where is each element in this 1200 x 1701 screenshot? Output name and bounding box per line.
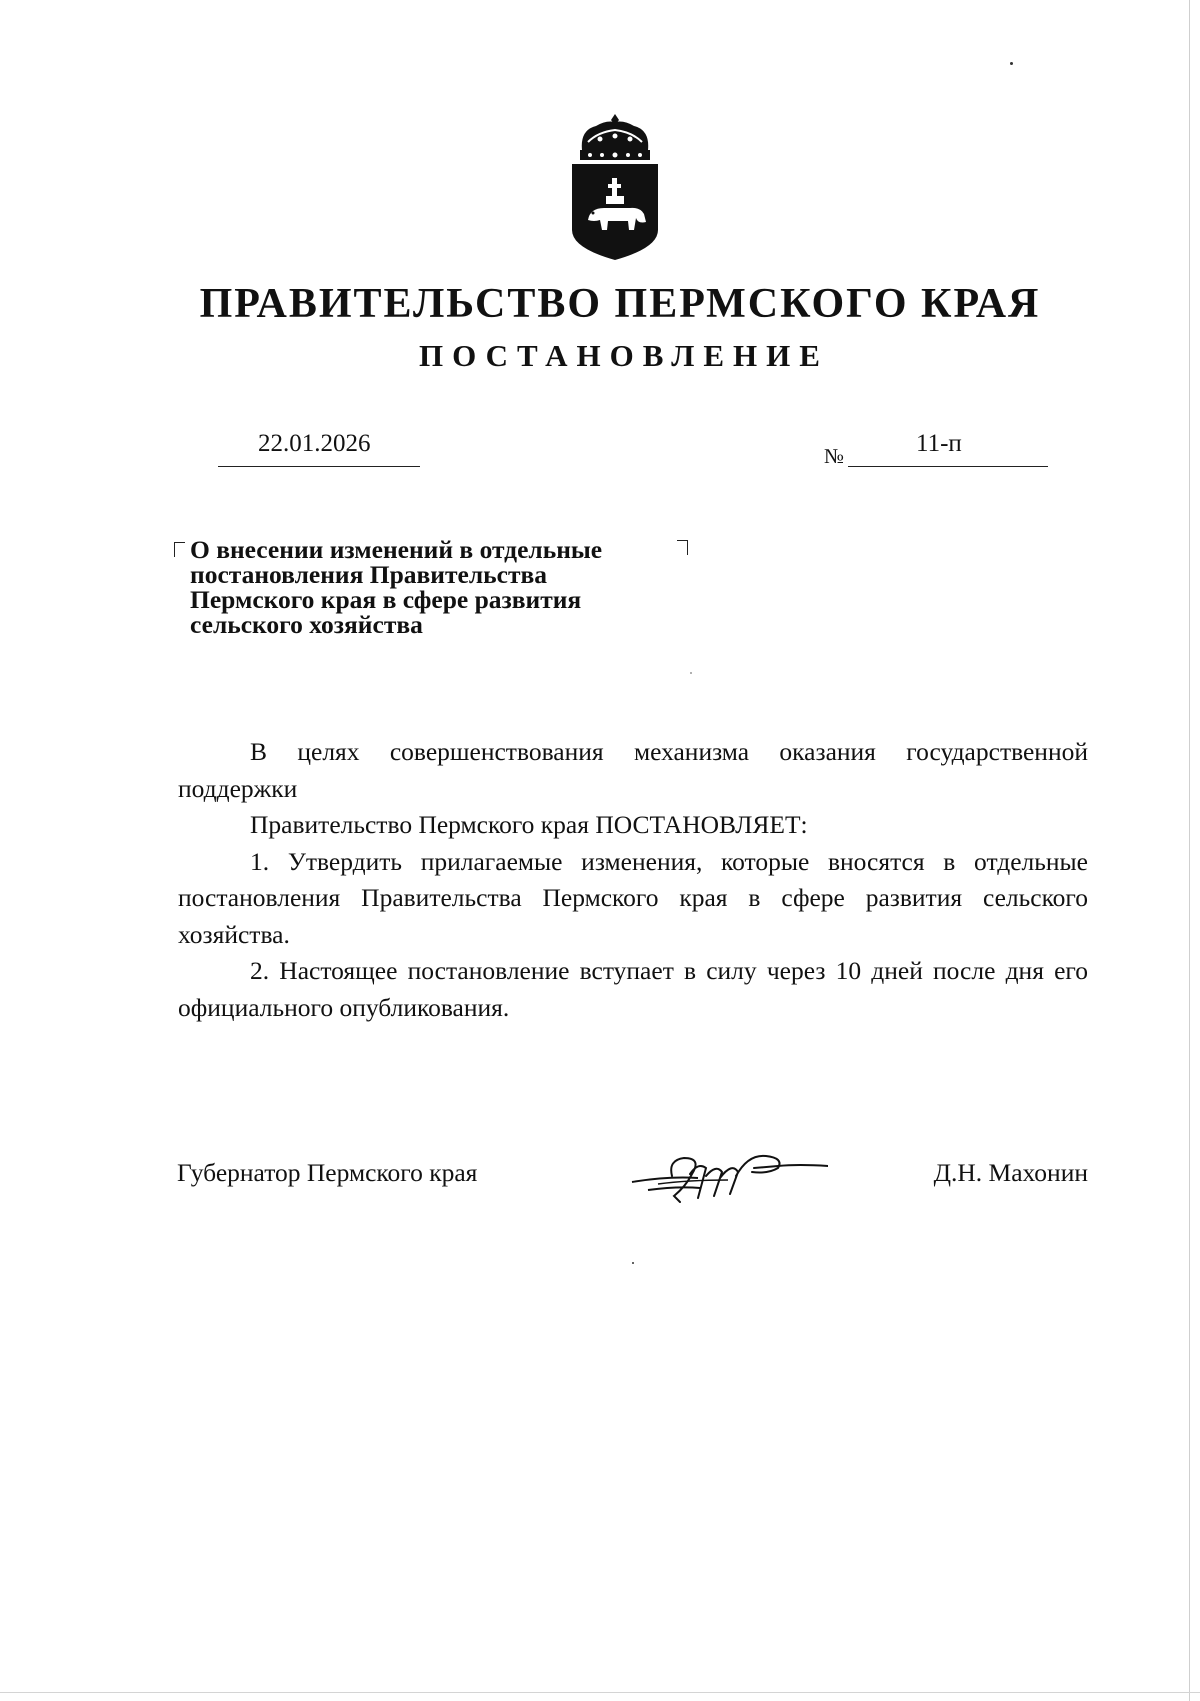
scan-edge-right	[1189, 0, 1190, 1701]
number-field	[848, 428, 1048, 467]
handwritten-signature-icon	[628, 1146, 828, 1206]
number-sign: №	[824, 444, 845, 468]
body-paragraph-item-2: 2. Настоящее постановление вступает в силу через 10 дней после дня его официального опубликования.	[178, 956, 1088, 1022]
document-subject	[190, 537, 690, 637]
subject-line: сельского хозяйства	[190, 610, 423, 639]
document-number: 11-п	[916, 430, 962, 457]
body-paragraph-preamble: В целях совершенствования механизма оказания государственной поддержки	[178, 737, 1088, 803]
document-type-title: ПОСТАНОВЛЕНИЕ	[419, 338, 829, 373]
document-date: 22.01.2026	[258, 430, 371, 457]
scan-speck	[632, 1262, 634, 1264]
subject-line: О внесении изменений в отдельные	[190, 535, 603, 564]
subject-line: постановления Правительства	[190, 560, 547, 589]
scan-speck	[690, 672, 692, 674]
scan-edge-bottom	[0, 1692, 1200, 1693]
body-paragraph-resolves: Правительство Пермского края ПОСТАНОВЛЯЕТ:	[250, 810, 808, 839]
subject-bracket-left	[174, 542, 185, 557]
organization-title: ПРАВИТЕЛЬСТВО ПЕРМСКОГО КРАЯ	[199, 281, 1041, 327]
perm-krai-coat-of-arms-icon	[566, 112, 664, 262]
date-field	[218, 428, 420, 467]
signatory-name: Д.Н. Махонин	[933, 1158, 1088, 1187]
document-body	[178, 734, 1088, 1026]
body-paragraph-item-1: 1. Утвердить прилагаемые изменения, которые вносятся в отдельные постановления Правительства Пермского края в сфере развития сельского хозяйства.	[178, 846, 1088, 949]
subject-line: Пермского края в сфере развития	[190, 585, 582, 614]
signatory-title: Губернатор Пермского края	[177, 1158, 478, 1187]
scan-speck	[1010, 62, 1013, 65]
